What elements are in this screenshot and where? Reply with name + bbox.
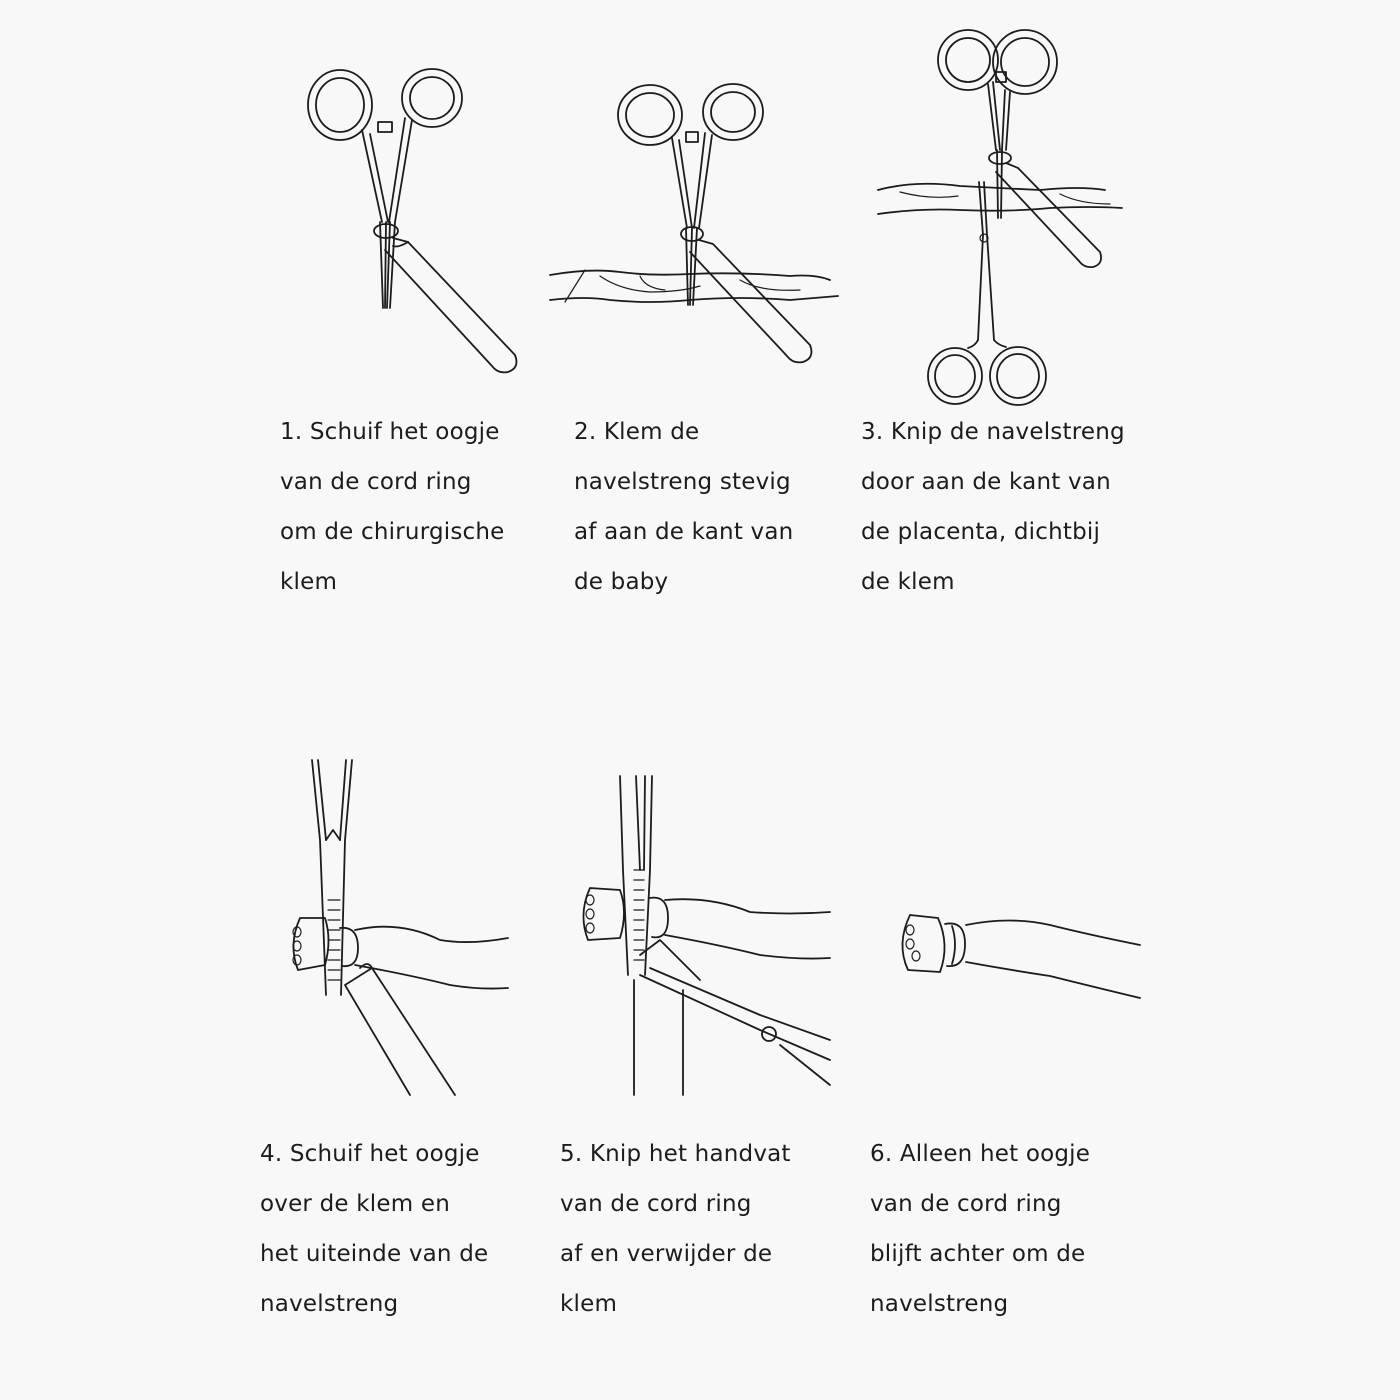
step-2-illustration (550, 84, 838, 362)
step-6-illustration (902, 915, 1140, 998)
step-6-line-4: navelstreng (870, 1291, 1009, 1317)
umbilical-cord-icon (902, 915, 1140, 998)
cord-ring-icon (374, 224, 516, 372)
step-6-text (870, 1129, 1090, 1329)
step-4-illustration (293, 760, 508, 1095)
step-1-line-4: klem (280, 569, 338, 595)
step-3-text (861, 407, 1125, 607)
cord-ring-icon (681, 227, 811, 362)
step-1-text (280, 407, 505, 607)
step-5-line-3: af en verwijder de (560, 1241, 773, 1267)
step-3-line-1: 3. Knip de navelstreng (861, 419, 1125, 445)
cord-ring-icon (340, 928, 455, 1095)
step-4-line-2: over de klem en (260, 1191, 450, 1217)
clamp-icon (312, 760, 352, 995)
step-6-line-3: blijft achter om de (870, 1241, 1086, 1267)
step-4-line-1: 4. Schuif het oogje (260, 1141, 480, 1167)
step-4-text (260, 1129, 488, 1329)
clamp-icon (308, 69, 462, 308)
clamp-icon (620, 776, 652, 975)
step-1-line-3: om de chirurgische (280, 519, 505, 545)
step-4-line-4: navelstreng (260, 1291, 399, 1317)
step-2-text (574, 407, 793, 607)
step-6-line-1: 6. Alleen het oogje (870, 1141, 1091, 1167)
step-5-text (560, 1129, 791, 1329)
step-4-line-3: het uiteinde van de (260, 1241, 489, 1267)
step-3-line-4: de klem (861, 569, 955, 595)
umbilical-cord-icon (583, 888, 830, 959)
scissors-icon (640, 968, 830, 1085)
cord-ring-icon (634, 898, 700, 1095)
step-3-line-2: door aan de kant van (861, 469, 1111, 495)
cord-ring-icon (989, 152, 1101, 267)
step-5-line-2: van de cord ring (560, 1191, 752, 1217)
clamp-icon (618, 84, 763, 305)
step-5-line-1: 5. Knip het handvat (560, 1141, 791, 1167)
step-2-line-4: de baby (574, 569, 669, 595)
step-2-line-1: 2. Klem de (574, 419, 700, 445)
scissors-icon (928, 182, 1046, 405)
step-1-line-1: 1. Schuif het oogje (280, 419, 500, 445)
step-1-line-2: van de cord ring (280, 469, 472, 495)
step-3-illustration (878, 30, 1122, 405)
step-3-line-3: de placenta, dichtbij (861, 519, 1101, 545)
step-2-line-3: af aan de kant van (574, 519, 794, 545)
step-5-illustration (583, 776, 830, 1095)
step-6-line-2: van de cord ring (870, 1191, 1062, 1217)
step-2-line-2: navelstreng stevig (574, 469, 791, 495)
step-1-illustration (308, 69, 516, 372)
umbilical-cord-icon (878, 184, 1122, 214)
step-5-line-4: klem (560, 1291, 618, 1317)
cord-ring-icon (945, 923, 965, 966)
